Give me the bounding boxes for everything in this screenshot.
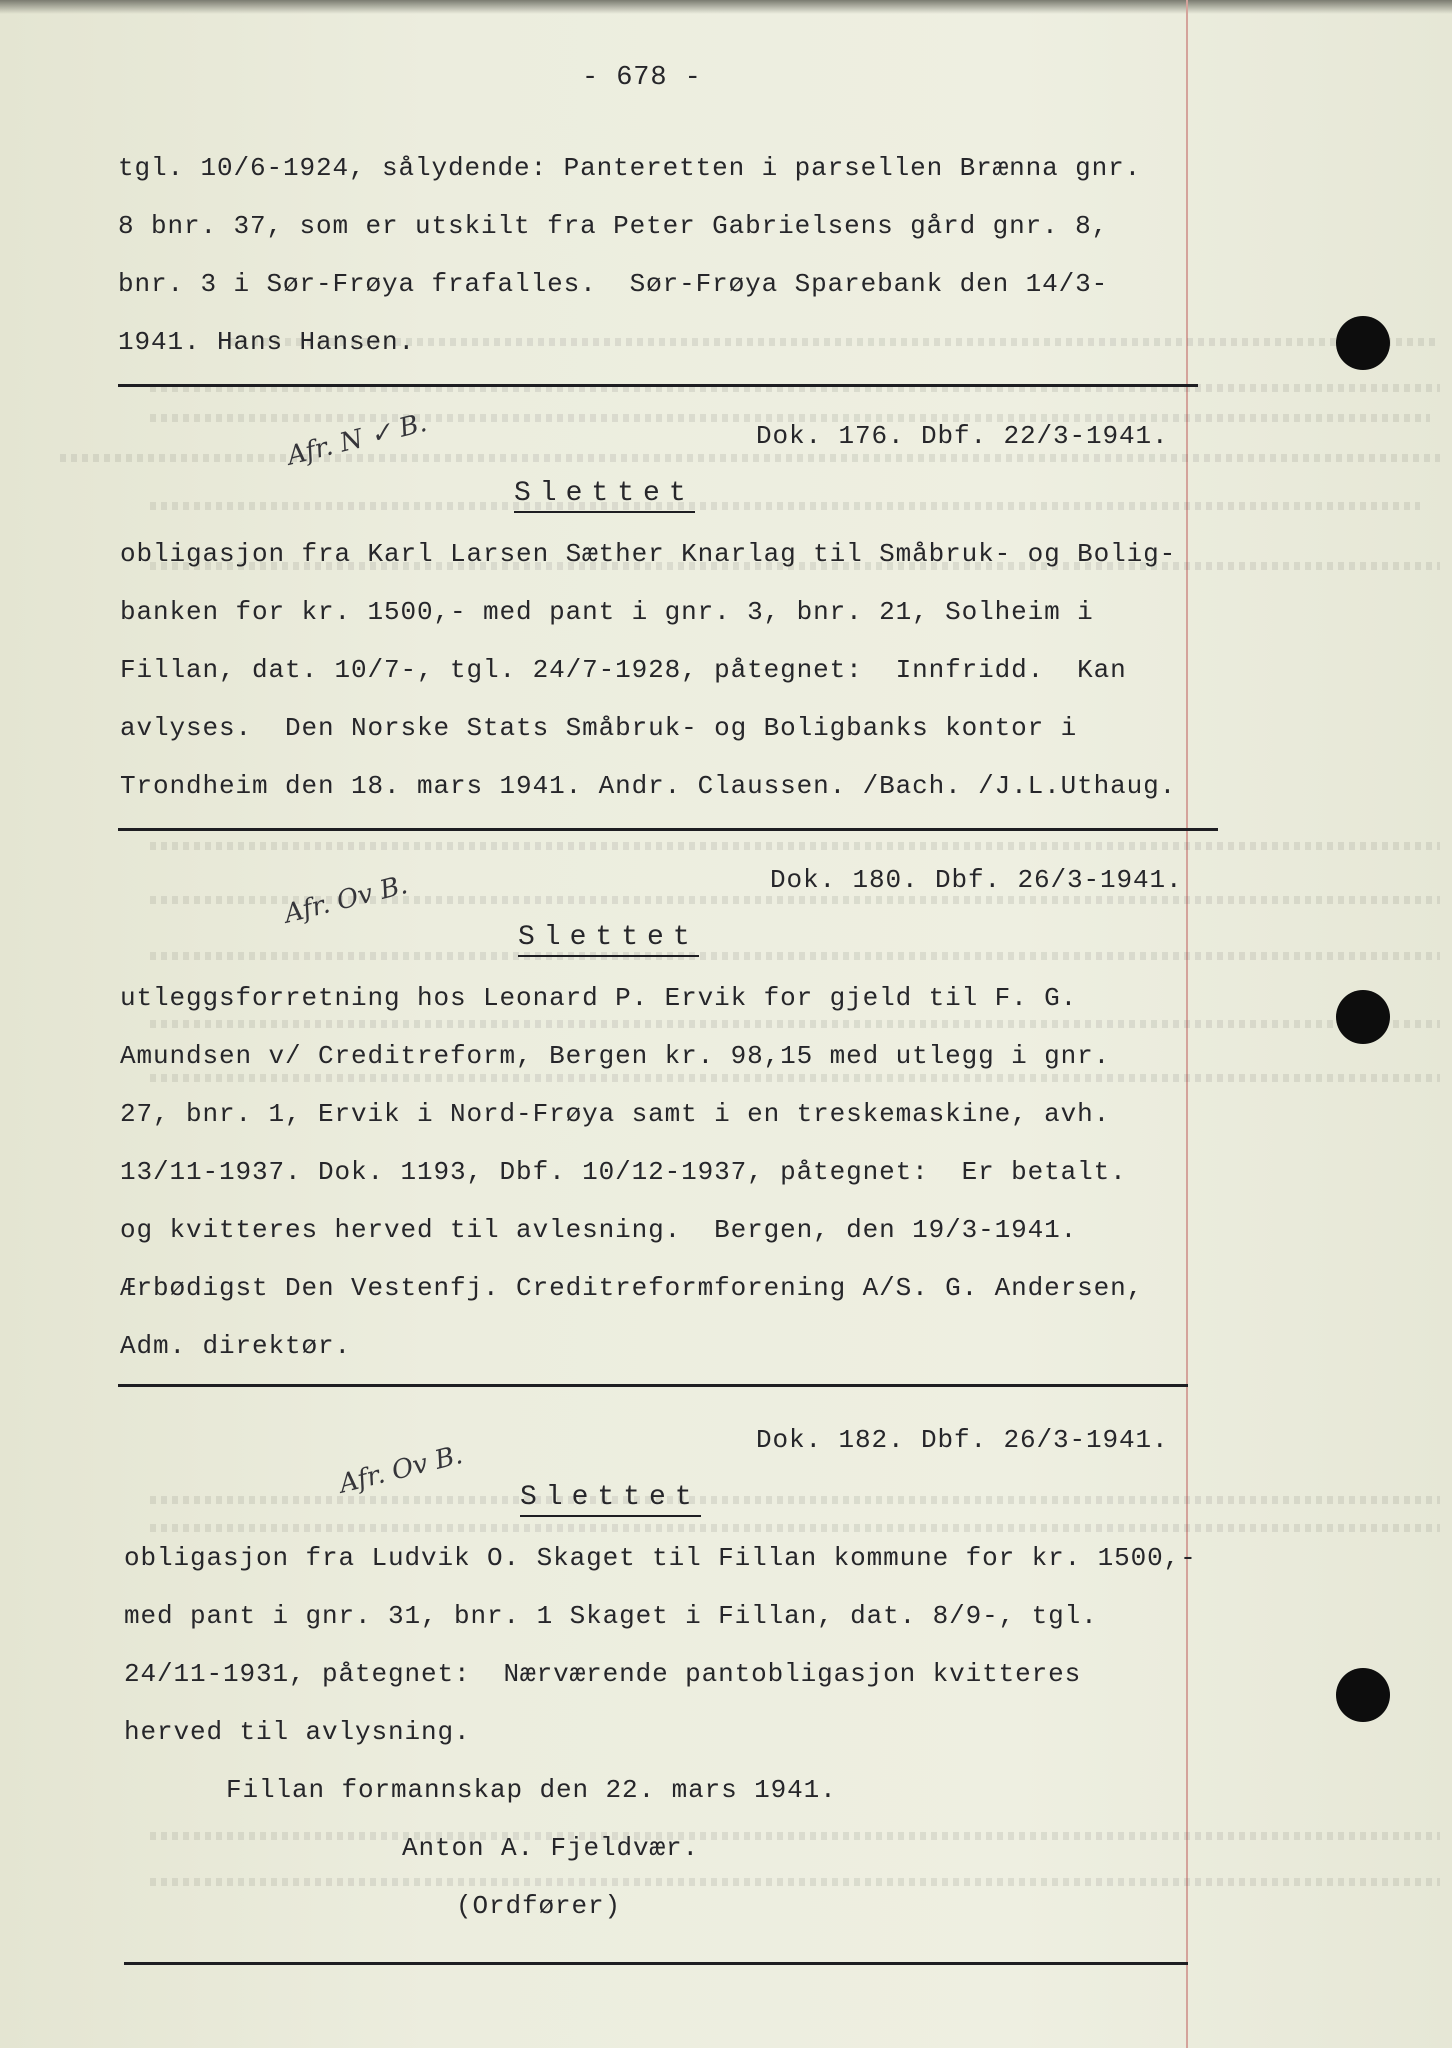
text-line: bnr. 3 i Sør-Frøya frafalles. Sør-Frøya Sparebank den 14/3- <box>118 269 1109 299</box>
text-line: 1941. Hans Hansen. <box>118 327 416 357</box>
section-heading: Slettet <box>518 922 699 957</box>
scan-edge-shadow <box>0 0 1452 14</box>
margin-note: Afr. Ov B. <box>336 1440 466 1500</box>
dok-reference: Dok. 182. Dbf. 26/3-1941. <box>756 1425 1169 1455</box>
text-line: herved til avlysning. <box>124 1717 471 1747</box>
signature: Anton A. Fjeldvær. <box>402 1833 700 1863</box>
text-line: med pant i gnr. 31, bnr. 1 Skaget i Fillan, dat. 8/9-, tgl. <box>124 1601 1098 1631</box>
text-line: tgl. 10/6-1924, sålydende: Panteretten i parsellen Brænna gnr. <box>118 153 1142 183</box>
signatory-title: (Ordfører) <box>456 1891 622 1921</box>
punch-hole <box>1336 990 1390 1044</box>
text-line: Fillan, dat. 10/7-, tgl. 24/7-1928, påtegnet: Innfridd. Kan <box>120 655 1127 685</box>
text-line: Adm. direktør. <box>120 1331 352 1361</box>
place-date: Fillan formannskap den 22. mars 1941. <box>226 1775 837 1805</box>
text-line: 24/11-1931, påtegnet: Nærværende pantobligasjon kvitteres <box>124 1659 1082 1689</box>
text-line: banken for kr. 1500,- med pant i gnr. 3, bnr. 21, Solheim i <box>120 597 1094 627</box>
text-line: avlyses. Den Norske Stats Småbruk- og Boligbanks kontor i <box>120 713 1078 743</box>
margin-note: Afr. Ov B. <box>281 870 411 930</box>
text-line: 8 bnr. 37, som er utskilt fra Peter Gabrielsens gård gnr. 8, <box>118 211 1109 241</box>
text-line: Ærbødigst Den Vestenfj. Creditreformforening A/S. G. Andersen, <box>120 1273 1144 1303</box>
text-line: obligasjon fra Ludvik O. Skaget til Fillan kommune for kr. 1500,- <box>124 1543 1197 1573</box>
margin-rule <box>1186 0 1188 2048</box>
punch-hole <box>1336 1668 1390 1722</box>
text-line: Amundsen v/ Creditreform, Bergen kr. 98,15 med utlegg i gnr. <box>120 1041 1111 1071</box>
separator-rule <box>118 384 1198 387</box>
text-line: og kvitteres herved til avlesning. Bergen, den 19/3-1941. <box>120 1215 1078 1245</box>
page-number: - 678 - <box>582 63 702 93</box>
dok-reference: Dok. 176. Dbf. 22/3-1941. <box>756 421 1169 451</box>
text-line: Trondheim den 18. mars 1941. Andr. Claussen. /Bach. /J.L.Uthaug. <box>120 771 1177 801</box>
text-line: 13/11-1937. Dok. 1193, Dbf. 10/12-1937, påtegnet: Er betalt. <box>120 1157 1127 1187</box>
section-heading: Slettet <box>520 1482 701 1517</box>
separator-rule <box>118 828 1218 831</box>
text-line: 27, bnr. 1, Ervik i Nord-Frøya samt i en treskemaskine, avh. <box>120 1099 1111 1129</box>
separator-rule <box>118 1384 1188 1387</box>
punch-hole <box>1336 316 1390 370</box>
separator-rule <box>124 1962 1188 1965</box>
text-line: obligasjon fra Karl Larsen Sæther Knarlag til Småbruk- og Bolig- <box>120 539 1177 569</box>
text-line: utleggsforretning hos Leonard P. Ervik for gjeld til F. G. <box>120 983 1078 1013</box>
section-heading: Slettet <box>514 478 695 513</box>
dok-reference: Dok. 180. Dbf. 26/3-1941. <box>770 865 1183 895</box>
margin-note: Afr. N ✓ B. <box>284 407 430 472</box>
